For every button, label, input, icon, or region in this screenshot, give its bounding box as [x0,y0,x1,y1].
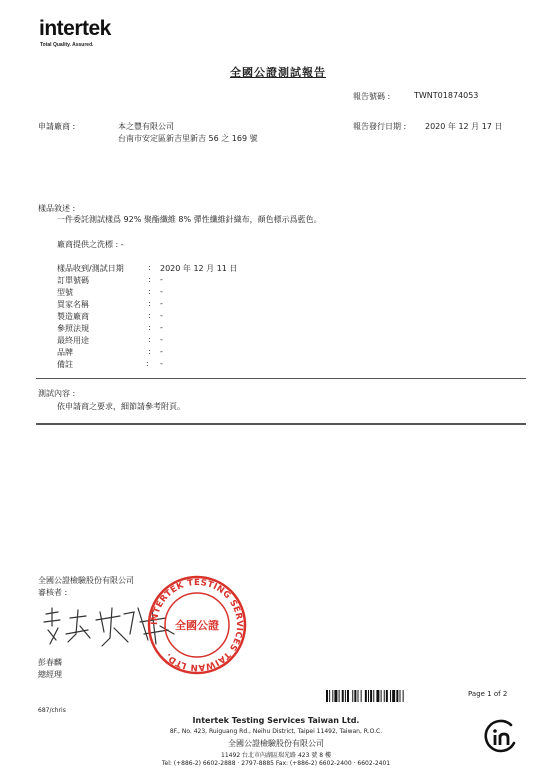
intertek-logo: intertek [39,17,111,40]
barcode [326,690,458,702]
sample-field-label: 參照法規 [57,324,89,333]
svg-text:全國公證: 全國公證 [175,619,219,632]
page-title: 全國公證測試報告 [230,66,326,79]
sample-field-label: 訂單號碼 [57,276,89,285]
sample-field-value: - [160,347,163,356]
sample-field-label: 樣品收到/測試日期 [57,264,124,273]
report-number-label: 報告號碼 : [353,92,391,101]
report-number-value: TWNT01874053 [414,91,479,100]
footer-address-zh: 11492 台北市內湖區瑞光路 423 號 8 樓 [221,752,331,759]
sample-field-separator: : [148,347,151,356]
footer-company-zh: 全國公證檢驗股份有限公司 [228,739,324,748]
sample-field-value: 2020 年 12 月 11 日 [160,264,238,273]
sample-field-label: 買家名稱 [57,300,89,309]
sample-heading: 樣品敘述 : [38,204,76,213]
page-indicator: Page 1 of 2 [468,690,508,698]
company-seal-stamp [146,574,248,676]
sample-field-separator: : [148,263,151,272]
care-label-line: 廠商提供之洗標 : - [57,240,124,249]
sample-field-label: 製造廠商 [57,312,89,321]
sample-field-value: - [160,287,163,296]
test-content-heading: 測試內容 : [38,389,76,398]
signer-name: 彭春麟 [38,658,62,667]
sample-field-separator: : [148,275,151,284]
sample-field-separator: : [148,311,151,320]
footer-company-en: Intertek Testing Services Taiwan Ltd. [192,716,360,725]
sample-field-label: 備註 [57,360,73,369]
sample-field-value: - [160,359,163,368]
sample-field-value: - [160,323,163,332]
sample-description: 一件委託測試樣爲 92% 聚酯纖維 8% 彈性纖維針織布，顏色標示爲藍色。 [57,215,322,224]
footer-address-en: 8F., No. 423, Ruiguang Rd., Neihu District, Taipei 11492, Taiwan, R.O.C. [169,728,383,735]
test-content-text: 依申請商之要求，細節請參考附頁。 [57,402,185,411]
signoff-company: 全國公證檢驗股份有限公司 [38,576,134,585]
reviewer-label: 審核者 : [38,588,68,597]
applicant-label: 申請廠商 : [38,122,76,131]
sample-field-value: - [160,275,163,284]
issue-date-label: 報告發行日期 : [353,122,407,131]
sample-field-value: - [160,311,163,320]
svg-text:INTERTEK TESTING SERVICES TAIW: INTERTEK TESTING SERVICES TAIWAN LTD. [149,577,245,673]
applicant-name: 本之豐有限公司 [118,122,174,131]
sample-field-separator: : [148,299,151,308]
intertek-brand-icon [481,718,519,756]
sample-field-separator: : [148,335,151,344]
sample-field-value: - [160,299,163,308]
applicant-address: 台南市安定區新吉里新吉 56 之 169 號 [118,134,258,143]
sample-field-label: 最終用途 [57,336,89,345]
sample-field-value: - [160,335,163,344]
divider-bottom [36,423,526,425]
sample-field-label: 型號 [57,288,73,297]
divider-top [36,378,526,379]
logo-tagline: Total Quality. Assured. [40,42,94,48]
issue-date-value: 2020 年 12 月 17 日 [425,122,503,131]
doc-reference: 687/chris [38,707,66,714]
sample-field-separator: : [146,359,149,368]
signer-title: 總經理 [38,670,62,679]
footer-contact: Tel: (+886-2) 6602-2888 · 2797-8885 Fax: (+886-2) 6602-2400 · 6602-2401 [161,760,391,767]
sample-field-separator: : [148,287,151,296]
sample-field-separator: : [148,323,151,332]
sample-field-label: 品牌 [57,348,73,357]
